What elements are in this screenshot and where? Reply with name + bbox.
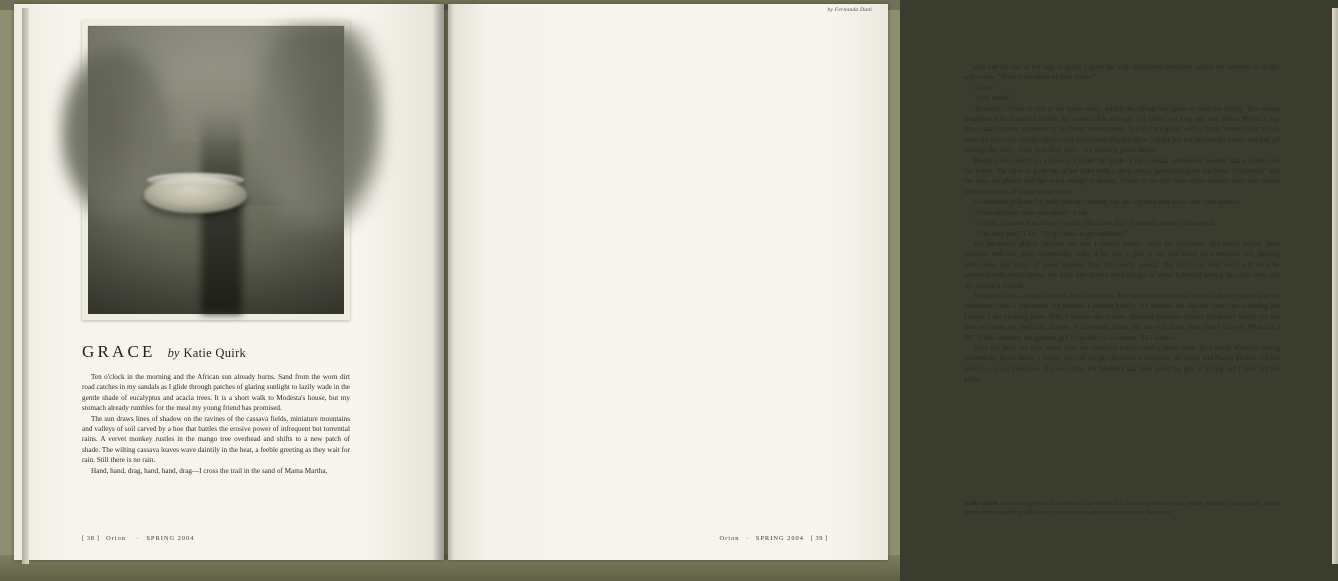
contributor-name: Katie Quirk xyxy=(964,500,999,507)
folio-left xyxy=(82,535,194,542)
paragraph: A relative feast—cassava leaves, rice, and beans. She smiles to see me eat and so I dip my hands into the communal bowl a little more, not because I am that hungry, but because she and her sisters are watching and I know I am pleasing them. Still, I wrestle the ironies. Malarial parasites inhabit Modesta's blood, yet she does not want my medicine. Hunger is a constant threat, yet she will share more than I can eat. What can I do? At this moment, the greatest gift I can offer is to receive. So I receive. xyxy=(964,291,1280,342)
left-page-edge xyxy=(22,8,29,564)
right-column-body xyxy=(964,62,1280,385)
contributor-note xyxy=(964,499,1280,518)
paragraph: The sun draws lines of shadow on the ravines of the cassava fields, miniature mountains and valleys of soil carved by a hoe that battles the erosive power of infrequent but torrential rains. A vervet monkey rustles in the mango tree overhead and shifts to a new patch of shade. The wilting cassava leaves wave daintily in the heat, a feeble greeting as they wait for rain. Still there is no rain. xyxy=(82,414,350,465)
byline-author: Katie Quirk xyxy=(183,346,247,360)
right-page xyxy=(448,4,1280,560)
photo-vignette xyxy=(88,26,344,314)
paragraph: "I can help you," I say. "I'll go home to get medicine." xyxy=(973,229,1129,238)
paragraph: "Your work?" xyxy=(973,94,1013,103)
photograph xyxy=(82,20,350,320)
folio-left-page-number: [ 38 ] xyxy=(82,535,100,542)
paragraph: After the meal, we pour water over one another's hands, rinsing them clean. As I watch Modesta resting contentedly in the shade, I realize she will not get the malaria medicine she needs and Mama Martha will not have rice to eat tomorrow. But we smile. For Modesta has been given the gift of giving and I have felt her grace. xyxy=(964,343,1280,384)
paragraph: who lost the use of her legs to polio. I greet her with traditional questions, which she answers in single, soft words. "What is the news of your house?" xyxy=(964,63,1280,82)
contributor-bio: teaches English at Kodaikanal International School in southern India, where Modesta has recently joined her to attend eighth grade. Katie previously taught at a university in Tanzania. xyxy=(964,500,1280,517)
folio-left-issue: SPRING 2004 xyxy=(146,535,195,542)
paragraph: As Modesta pulls me by hand into the cooking hut, she explains that she is sick with malaria. xyxy=(973,198,1241,207)
folio-left-separator: · xyxy=(136,535,140,542)
folio-right-page-number: [ 39 ] xyxy=(810,535,828,542)
paragraph: Hand, hand, drag, hand, hand, drag—I cross the trail in the sand of Mama Martha, xyxy=(91,466,328,475)
left-page xyxy=(14,4,444,560)
paragraph: "Good." xyxy=(973,83,997,92)
paragraph: Ten o'clock in the morning and the African sun already burns. Sand from the worn dirt road catches in my sandals as I glide through patches of glaring sunlight to lazily wade in the gentle shade of eucalyptus and acacia trees. It is a short walk to Modesta's house, but my stomach already rumbles for the meal my young friend has promised. xyxy=(82,373,350,413)
paragraph: "Aspirin, because it is cheap." I panic. Her sister died of malaria treated with aspirin. xyxy=(973,219,1217,228)
photo-credit: by Fernanda Dani xyxy=(827,7,872,13)
folio-right-issue: SPRING 2004 xyxy=(755,535,804,542)
byline-preposition: by xyxy=(167,346,180,360)
article-title-text: GRACE xyxy=(82,342,156,361)
left-column-body xyxy=(82,372,350,476)
paragraph: "Peaceful." There is rice at her home today, which the village has given to feed her family. Two young daughters with distended bellies, her mother sick with age, her father lost long ago, and Mama Martha's legs like cassava leaves, withered by the fierce environment. Yet her face glows with a smile. Would I like to join them for rice? She readily offers what she cannot afford to give. I thank her but decline for today, and pad off through the sand—foot, foot, foot, foot—our meeting prints depart. xyxy=(964,104,1280,155)
folio-left-publication: Orion xyxy=(106,535,126,542)
right-page-edge xyxy=(1332,8,1338,564)
folio-right-publication: Orion xyxy=(719,535,740,542)
photograph-image xyxy=(88,26,344,314)
folio-right xyxy=(720,535,832,542)
paragraph: But Modesta's glance reminds me that I cannot always solve her problems. Her blood knows these parasites well and, more importantly, today is her day to give to me. She blows on a remnant coal, igniting corn husks and scraps of wood gleaned from the nearby woods. The hut's cool mud walls will soon be saturated with wood smoke. We drop into silence until the pot of water balanced among the coals boils and she carries it outside. xyxy=(964,239,1280,290)
paragraph: Modesta lies quietly on a straw mat under the shade of the colossal, prehistoric boulder that watches over her house. She rises to greet me as her elder with a deep curtsy, genuflecting on one knee:"Shikamoo." But her eyes are glazed and her usual energy is absent. Where is the girl who scales papaya trees and carries endless buckets of water on her head? xyxy=(964,156,1280,196)
folio-right-separator: · xyxy=(746,535,750,542)
paragraph: "What medicine have you taken?" I ask. xyxy=(973,208,1089,217)
page-title xyxy=(82,342,412,362)
